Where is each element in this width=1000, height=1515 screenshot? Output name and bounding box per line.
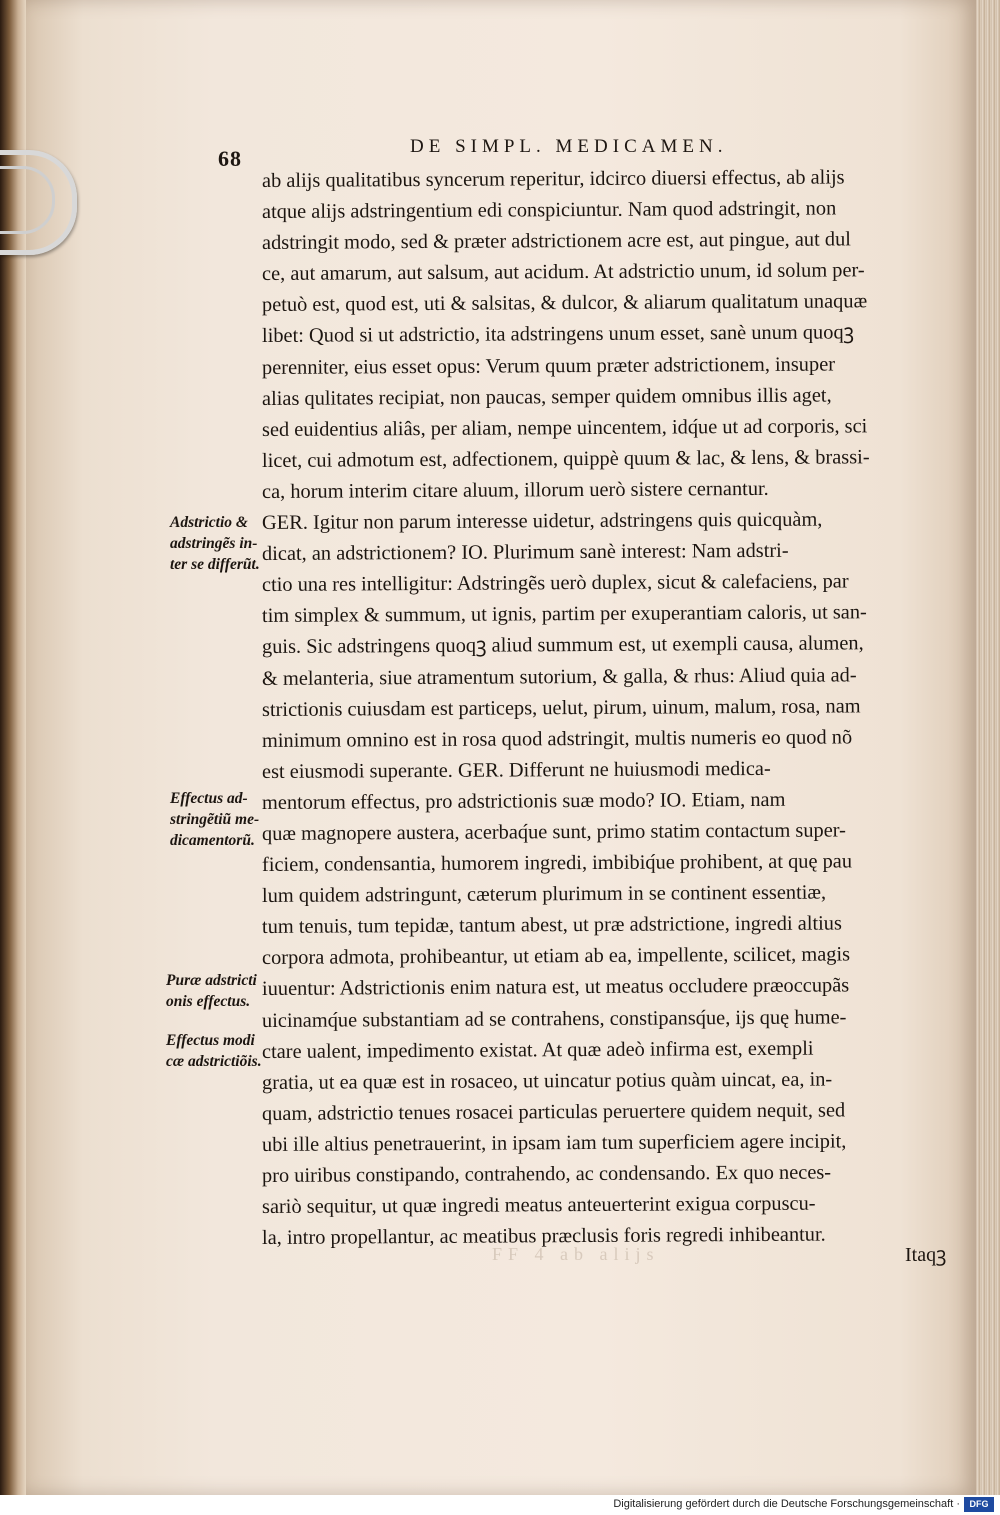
text-line: tum tenuis, tum tepidæ, tantum abest, ut præ adstrictione, ingredi altius bbox=[261, 912, 842, 939]
marginal-note-line: Effectus ad- bbox=[170, 790, 248, 807]
marginal-note-line: onis effectus. bbox=[166, 993, 251, 1010]
marginal-note-line: ter se differũt. bbox=[170, 556, 260, 573]
running-head: DE SIMPL. MEDICAMEN. bbox=[410, 136, 728, 157]
text-line: uicinamq́ue substantiam ad se contrahens, constipansq́ue, ijs quę hume- bbox=[261, 1005, 847, 1032]
text-line: sariò sequitur, ut quæ ingredi meatus anteuerterint exigua corpuscu- bbox=[261, 1192, 816, 1219]
text-line: la, intro propellantur, ac meatibus præclusis foris regredi inhibeantur. bbox=[261, 1223, 826, 1250]
text-line: ca, horum interim citare aluum, illorum uerò sistere cernantur. bbox=[261, 477, 769, 503]
text-line: minimum omnino est in rosa quod adstringit, multis numeris eo quod nõ bbox=[261, 726, 853, 752]
text-line: tim simplex & summum, ut ignis, partim per exuperantiam caloris, ut san- bbox=[261, 601, 867, 628]
text-line: ab alijs qualitatibus syncerum reperitur, idcirco diuersi effectus, ab alijs bbox=[261, 166, 845, 192]
marginal-note bbox=[166, 1030, 262, 1072]
marginal-note-line: cæ adstrictiõis. bbox=[166, 1053, 262, 1070]
marginal-note bbox=[166, 970, 257, 1012]
text-line: strictionis cuiusdam est particeps, uelut, pirum, uinum, malum, rosa, nam bbox=[261, 694, 861, 721]
marginal-note-line: Effectus modi bbox=[166, 1032, 255, 1049]
text-line: perenniter, eius esset opus: Verum quum præter adstrictionem, insuper bbox=[261, 353, 836, 379]
page-number: 68 bbox=[218, 146, 242, 171]
page-edges bbox=[976, 0, 1000, 1495]
text-line: sed euidentius aliâs, per aliam, nempe uincentem, idq́ue ut ad corporis, sci bbox=[261, 415, 868, 441]
text-line: pro uiribus constipando, contrahendo, ac condensando. Ex quo neces- bbox=[261, 1161, 832, 1187]
marginal-note-line: Adstrictio & bbox=[170, 514, 248, 531]
text-line: mentorum effectus, pro adstrictionis suæ modo? IO. Etiam, nam bbox=[261, 788, 786, 814]
marginal-note-line: dicamentorũ. bbox=[170, 832, 255, 849]
text-line: est eiusmodi superante. GER. Differunt ne huiusmodi medica- bbox=[261, 757, 771, 783]
show-through-signature: FF 4 ab alijs bbox=[492, 1244, 660, 1264]
text-line: lum quidem adstringunt, cæterum plurimum in se continent essentiæ, bbox=[261, 881, 827, 908]
text-line: iuuentur: Adstrictionis enim natura est, ut meatus occludere præoccupãs bbox=[261, 974, 850, 1001]
body-text bbox=[262, 166, 952, 1254]
text-line: ubi ille altius penetrauerint, in ipsam iam tum superficiem agere incipit, bbox=[261, 1130, 847, 1156]
catchword: Itaqꝫ bbox=[905, 1244, 947, 1266]
text-line: ce, aut amarum, aut salsum, aut acidum. At adstrictio unum, id solum per- bbox=[261, 259, 865, 286]
text-line: petuò est, quod est, uti & salsitas, & dulcor, & aliarum qualitatum unaquæ bbox=[261, 290, 868, 317]
marginal-note bbox=[170, 512, 260, 575]
text-line: & melanteria, siue atramentum sutorium, & galla, & rhus: Aliud quia ad- bbox=[261, 663, 857, 690]
text-line: ficiem, condensantia, humorem ingredi, imbibiq́ue prohibent, at quę pau bbox=[261, 850, 853, 877]
text-line: quam, adstrictio tenues rosacei particulas peruertere quidem nequit, sed bbox=[261, 1099, 846, 1125]
text-line: dicat, an adstrictionem? IO. Plurimum sanè interest: Nam adstri- bbox=[261, 539, 789, 566]
marginal-note-line: adstringẽs in- bbox=[170, 535, 258, 552]
text-line: alias qulitates recipiat, non paucas, semper quidem omnibus illis aget, bbox=[261, 384, 832, 410]
dfg-logo-icon: DFG bbox=[964, 1497, 994, 1512]
text-line: GER. Igitur non parum interesse uidetur, adstringens quis quicquàm, bbox=[261, 508, 823, 535]
text-line: gratia, ut ea quæ est in rosaceo, ut uincatur potius quàm uincat, ea, in- bbox=[261, 1068, 833, 1094]
marginal-note bbox=[170, 788, 259, 851]
text-line: quæ magnopere austera, acerbaq́ue sunt, primo statim contactum super- bbox=[261, 819, 846, 845]
text-line: adstringit modo, sed & præter adstrictionem acre est, aut pingue, aut dul bbox=[261, 228, 851, 255]
footer-credit: Digitalisierung gefördert durch die Deutsche Forschungsgemeinschaft · bbox=[613, 1498, 960, 1510]
text-line: licet, cui admotum est, adfectionem, quippè quum & lac, & lens, & brassi- bbox=[261, 446, 870, 472]
text-line: libet: Quod si ut adstrictio, ita adstringens unum esset, sanè unum quoqꝫ bbox=[261, 321, 855, 348]
text-line: guis. Sic adstringens quoqꝫ aliud summum est, ut exempli causa, alumen, bbox=[261, 632, 864, 659]
text-line: corpora admota, prohibeantur, ut etiam ab ea, impellente, scilicet, magis bbox=[261, 943, 851, 970]
text-line: ctio una res intelligitur: Adstringẽs uerò duplex, sicut & calefaciens, par bbox=[261, 570, 849, 597]
marginal-note-line: stringẽtiũ me- bbox=[170, 811, 260, 828]
marginal-note-line: Puræ adstricti bbox=[166, 972, 257, 989]
text-line: atque alijs adstringentium edi conspiciuntur. Nam quod adstringit, non bbox=[261, 197, 837, 224]
text-line: ctare ualent, impedimento existat. At quæ adeò infirma est, exempli bbox=[261, 1037, 814, 1063]
footer-bar bbox=[0, 1495, 1000, 1515]
